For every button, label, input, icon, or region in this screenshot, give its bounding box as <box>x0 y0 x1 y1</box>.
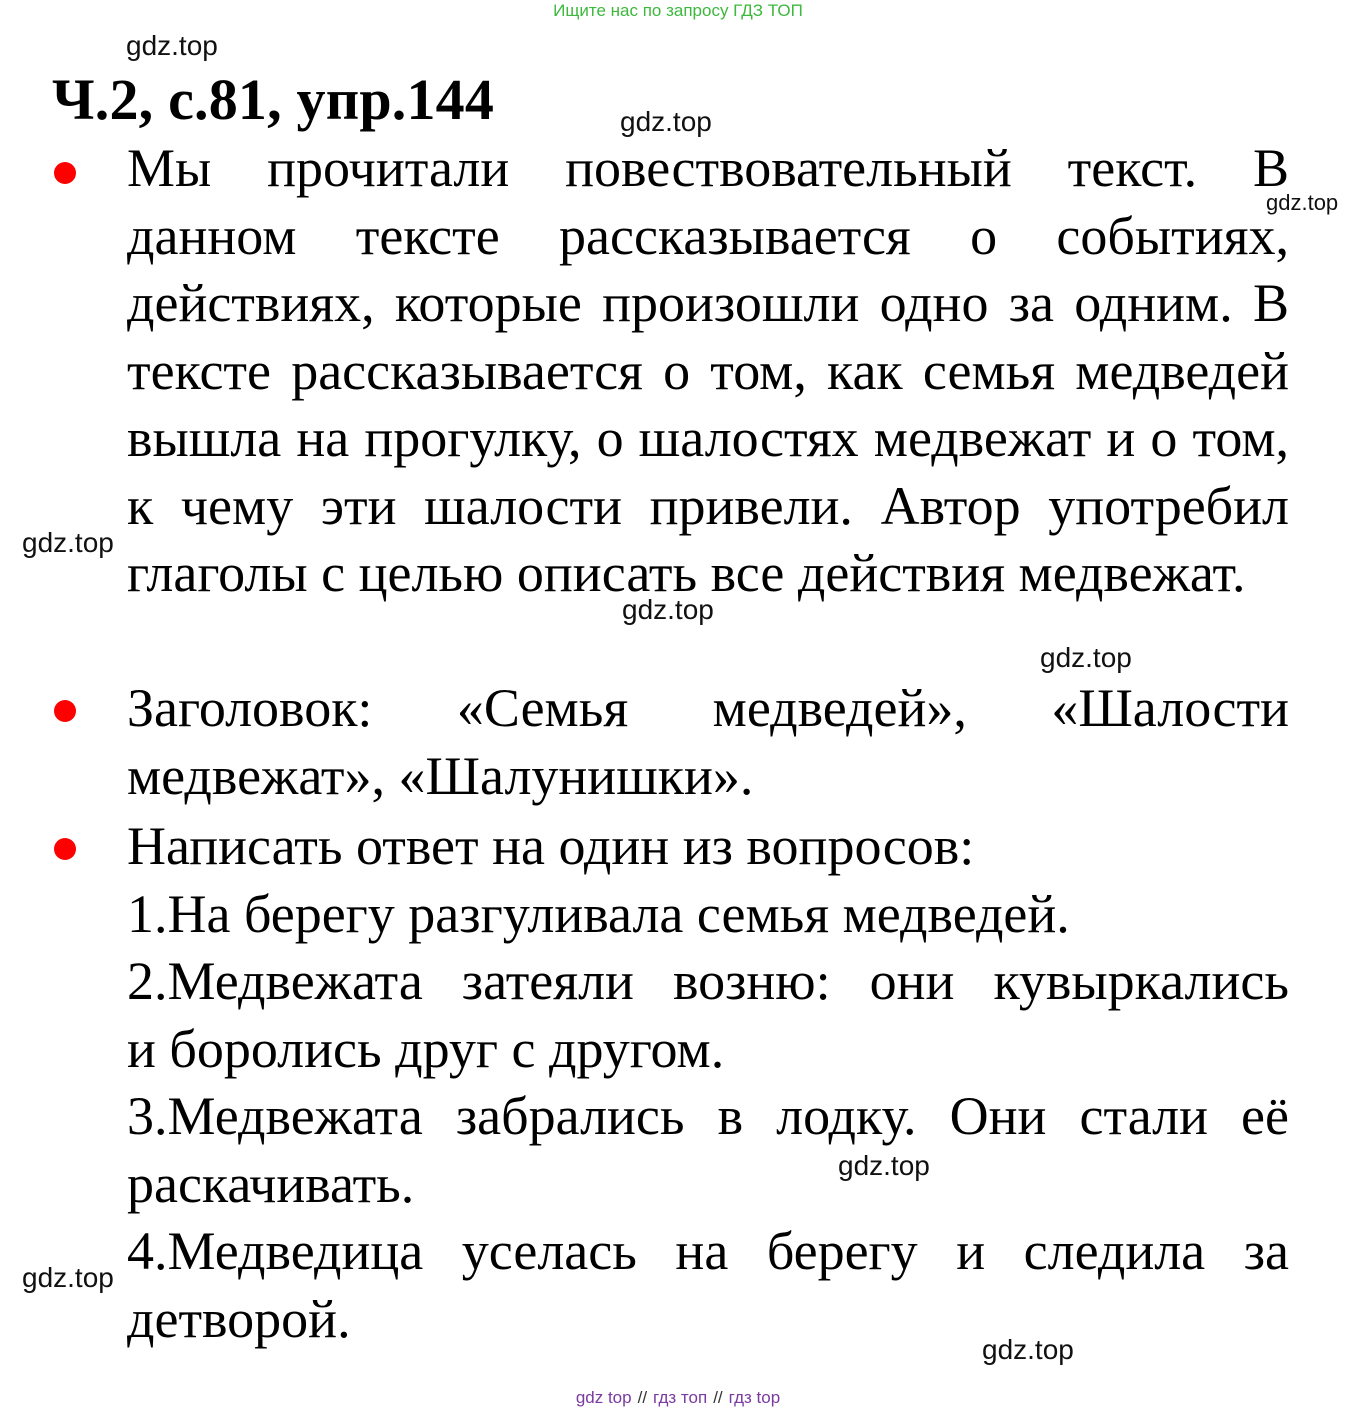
watermark: gdz.top <box>22 1262 114 1293</box>
footer-separator: // <box>637 1388 648 1407</box>
footer-link-gdz-top-mixed[interactable]: гдз top <box>728 1388 781 1407</box>
watermark: gdz.top <box>622 594 714 625</box>
bullet-marker <box>54 162 76 184</box>
watermark: gdz.top <box>838 1150 930 1181</box>
answer-4-line-2: детворой. <box>127 1288 351 1349</box>
watermark: gdz.top <box>22 527 114 558</box>
answer-2-line-2: и боролись друг с другом. <box>127 1018 725 1079</box>
bullet-3-block <box>127 813 1289 1353</box>
bullet-1-text: Мы прочитали повествовательный текст. В данном тексте рассказывается о событиях, действиях, которые произошли одно за одним. В тексте рассказывается о том, как семья медведей вышла на прогулку, о шалостях медвежат и о том, к чему эти шалости привели. Автор употребил глаголы с целью описать все действия медвежат. <box>127 138 1289 603</box>
watermark: gdz.top <box>620 106 712 137</box>
bullet-marker <box>54 838 76 860</box>
bullet-1-block <box>127 135 1289 608</box>
bullet-marker <box>54 700 76 722</box>
watermark: gdz.top <box>1266 190 1339 215</box>
watermark: gdz.top <box>126 30 218 61</box>
answer-4-line-1: 4.Медведица уселась на берегу и следила за <box>127 1221 1289 1281</box>
footer-link-gdz-top[interactable]: gdz top <box>575 1388 632 1407</box>
page-title: Ч.2, с.81, упр.144 <box>52 67 495 132</box>
answer-3-line-1: 3.Медвежата забрались в лодку. Они стали её <box>127 1086 1289 1146</box>
watermark: gdz.top <box>982 1334 1074 1365</box>
top-banner: Ищите нас по запросу ГДЗ ТОП <box>553 1 803 20</box>
answer-2-line-1: 2.Медвежата затеяли возню: они кувыркались <box>127 951 1289 1011</box>
footer <box>0 1388 1356 1408</box>
bullet-2-text: Заголовок: «Семья медведей», «Шалости медвежат», «Шалунишки». <box>127 678 1289 806</box>
answer-1-line-1: 1.На берегу разгуливала семья медведей. <box>127 883 1070 944</box>
bullet-2-block <box>127 675 1289 810</box>
footer-separator: // <box>713 1388 723 1407</box>
answer-3-line-2: раскачивать. <box>127 1153 415 1214</box>
watermark: gdz.top <box>1040 642 1132 673</box>
bullet-3-intro: Написать ответ на один из вопросов: <box>127 816 975 876</box>
footer-link-gdz-top-ru[interactable]: гдз топ <box>653 1388 708 1407</box>
